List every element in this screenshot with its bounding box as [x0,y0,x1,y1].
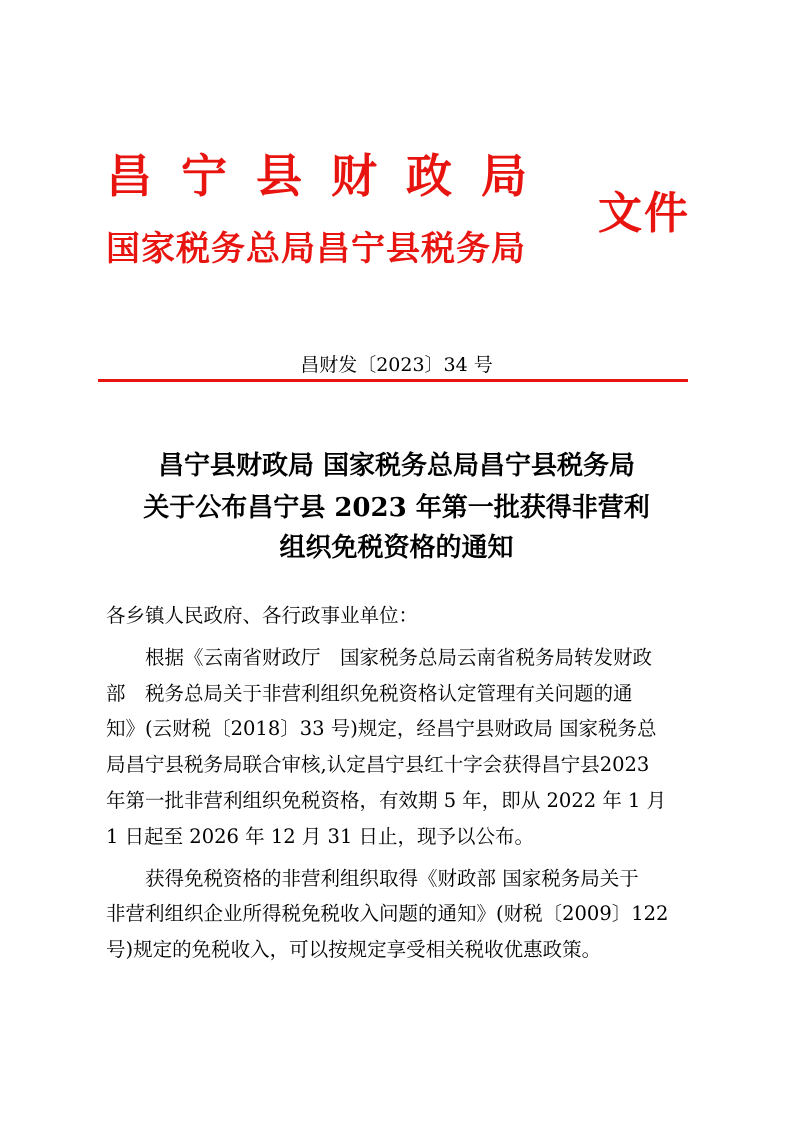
body-text-line: 根据《云南省财政厅 国家税务总局云南省税务局转发财政 [106,646,653,669]
body-text-line: 知》(云财税〔2018〕33 号)规定，经昌宁县财政局 国家税务总 [106,717,657,740]
issuer-finance-bureau: 昌宁县财政局 [106,149,556,203]
issuer-tax-bureau: 国家税务总局昌宁县税务局 [106,229,526,269]
title-line: 组织免税资格的通知 [279,533,514,563]
body-text-line: 非营利组织企业所得税免税收入问题的通知》(财税〔2009〕122 [106,902,669,925]
body-text-line: 年第一批非营利组织免税资格，有效期 5 年，即从 2022 年 1 月 [106,789,667,812]
body-text-line: 部 税务总局关于非营利组织免税资格认定管理有关问题的通 [106,682,633,705]
document-number: 昌财发〔2023〕34 号 [300,354,493,376]
body-text-line: 1 日起至 2026 年 12 月 31 日止，现予以公布。 [106,825,535,848]
red-divider [98,379,688,382]
issuer-document-suffix: 文件 [598,188,690,239]
body-text-line: 局昌宁县税务局联合审核,认定昌宁县红十字会获得昌宁县2023 [106,753,650,776]
title-line: 昌宁县财政局 国家税务总局昌宁县税务局 [157,451,636,481]
salutation: 各乡镇人民政府、各行政事业单位： [106,604,419,627]
title-line: 关于公布昌宁县 2023 年第一批获得非营利 [143,493,650,523]
body-text-line: 号)规定的免税收入，可以按规定享受相关税收优惠政策。 [106,938,602,961]
body-text-line: 获得免税资格的非营利组织取得《财政部 国家税务局关于 [106,867,639,890]
